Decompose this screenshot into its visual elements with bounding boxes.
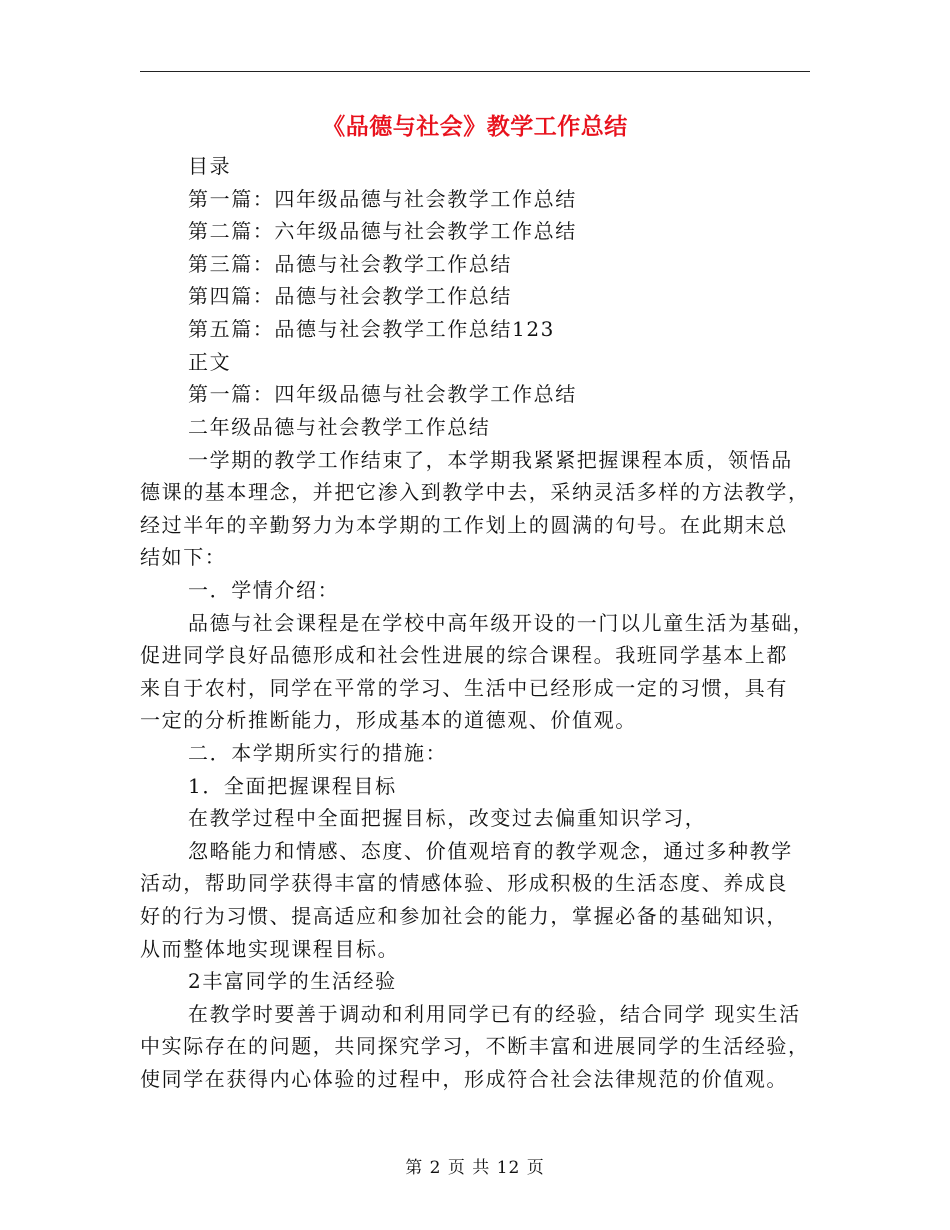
item-heading: 2丰富同学的生活经验 (188, 969, 397, 993)
paragraph-line: 结如下： (140, 545, 227, 569)
chapter-title: 第一篇：四年级品德与社会教学工作总结 (188, 382, 577, 406)
paragraph-line: 在教学过程中全面把握目标，改变过去偏重知识学习， (188, 806, 707, 830)
paragraph-line: 促进同学良好品德形成和社会性进展的综合课程。我班同学基本上都 (140, 643, 788, 667)
paragraph-line: 来自于农村，同学在平常的学习、生活中已经形成一定的习惯，具有 (140, 676, 788, 700)
header-rule (140, 71, 810, 72)
paragraph-line: 一定的分析推断能力，形成基本的道德观、价值观。 (140, 708, 637, 732)
paragraph-line: 好的行为习惯、提高适应和参加社会的能力，掌握必备的基础知识， (140, 904, 788, 928)
paragraph-line: 一学期的教学工作结束了，本学期我紧紧把握课程本质，领悟品 (188, 448, 793, 472)
toc-item: 第一篇：四年级品德与社会教学工作总结 (188, 187, 577, 211)
page-footer: 第 2 页 共 12 页 (405, 1158, 545, 1178)
body-heading: 正文 (188, 350, 232, 374)
toc-heading: 目录 (188, 154, 232, 178)
section-heading: 二．本学期所实行的措施： (188, 741, 448, 765)
subtitle: 二年级品德与社会教学工作总结 (188, 415, 491, 439)
toc-item: 第四篇：品德与社会教学工作总结 (188, 284, 512, 308)
paragraph-line: 中实际存在的问题，共同探究学习，不断丰富和进展同学的生活经验， (140, 1034, 810, 1058)
toc-item: 第二篇：六年级品德与社会教学工作总结 (188, 219, 577, 243)
paragraph-line: 在教学时要善于调动和利用同学已有的经验，结合同学 现实生活 (188, 1002, 801, 1026)
paragraph-line: 使同学在获得内心体验的过程中，形成符合社会法律规范的价值观。 (140, 1067, 788, 1091)
paragraph-line: 德课的基本理念，并把它渗入到教学中去，采纳灵活多样的方法教学， (140, 480, 810, 504)
item-heading: 1．全面把握课程目标 (188, 774, 397, 798)
paragraph-line: 经过半年的辛勤努力为本学期的工作划上的圆满的句号。在此期末总 (140, 513, 788, 537)
paragraph-line: 忽略能力和情感、态度、价值观培育的教学观念，通过多种教学 (188, 839, 793, 863)
paragraph-line: 从而整体地实现课程目标。 (140, 937, 400, 961)
paragraph-line: 活动，帮助同学获得丰富的情感体验、形成积极的生活态度、养成良 (140, 871, 788, 895)
toc-item: 第五篇：品德与社会教学工作总结123 (188, 317, 555, 341)
toc-item: 第三篇：品德与社会教学工作总结 (188, 252, 512, 276)
document-title: 《品德与社会》教学工作总结 (322, 113, 628, 140)
paragraph-line: 品德与社会课程是在学校中高年级开设的一门以儿童生活为基础， (188, 611, 815, 635)
section-heading: 一．学情介绍： (188, 578, 340, 602)
